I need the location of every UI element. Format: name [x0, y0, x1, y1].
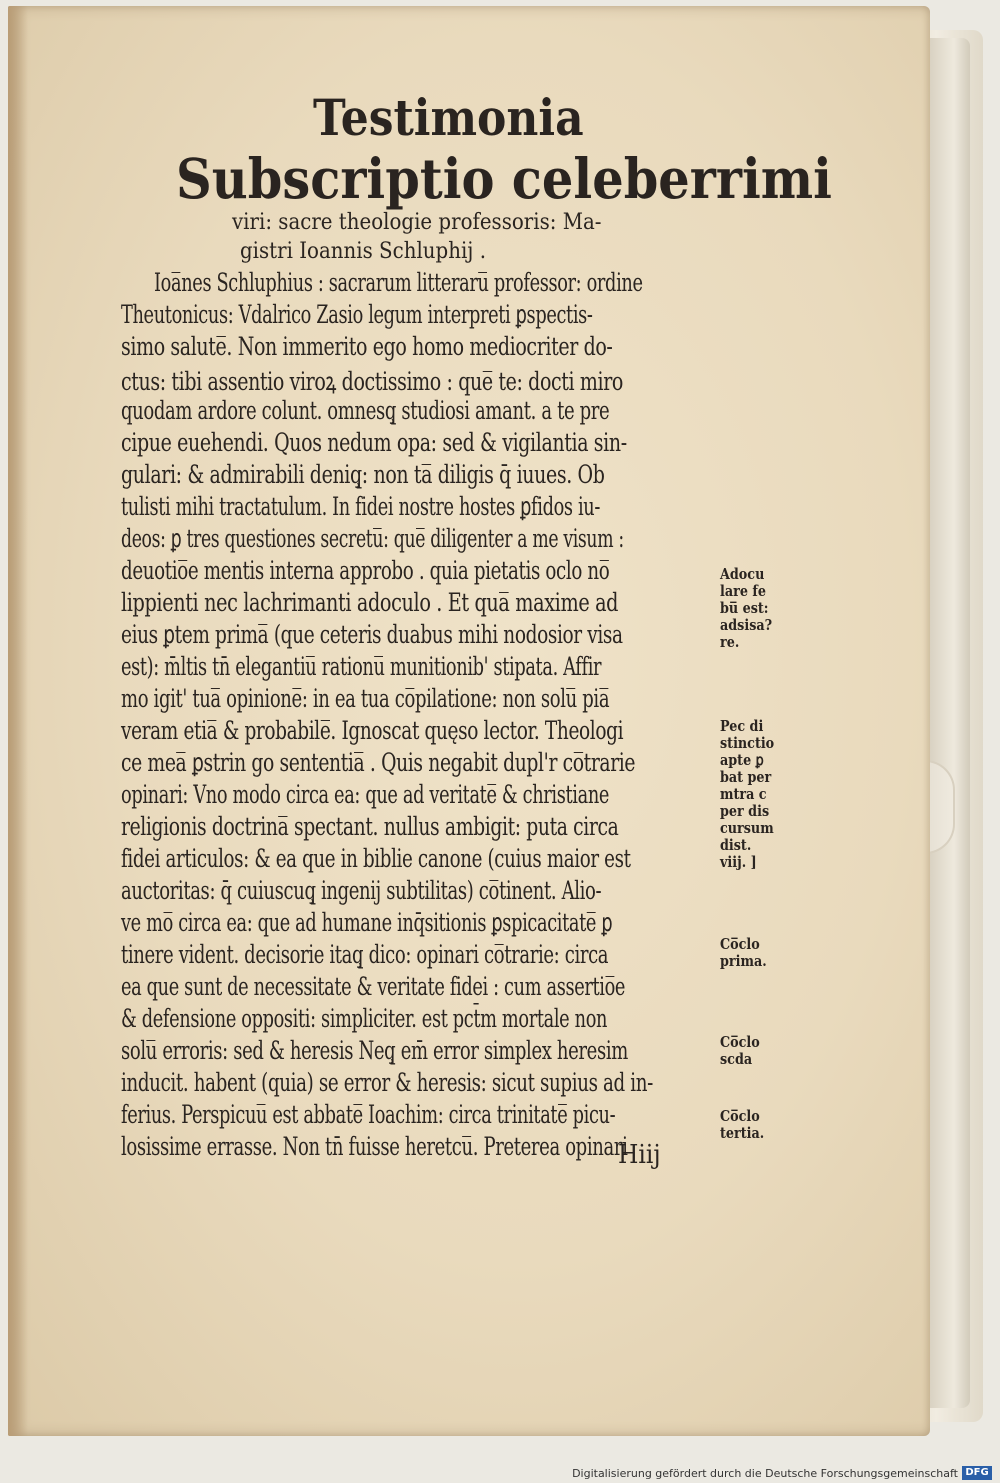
text-line: ea que sunt de necessitate & veritate fidei : cum assertio̅e	[121, 972, 626, 1001]
text-line: losissime errasse. Non tn̄ fuisse heretcu̅. Preterea opinari	[121, 1132, 628, 1161]
text-line: ferius. Perspicuu̅ est abbate̅ Ioachim: circa trinitate̅ picu-	[121, 1100, 616, 1129]
text-line: Theutonicus: Vdalrico Zasio legum interpreti ꝑspectis-	[121, 300, 593, 329]
intro-line: viri: sacre theologie professoris: Ma-	[232, 210, 602, 235]
text-line: tulisti mihi tractatulum. In fidei nostre hostes ꝑfidos iu-	[121, 492, 600, 521]
text-line: ctus: tibi assentio viroꝝ doctissimo : que̅ te: docti miro	[121, 367, 623, 396]
dfg-logo: DFG	[962, 1466, 992, 1480]
funding-credit: Digitalisierung gefördert durch die Deutsche Forschungsgemeinschaft	[572, 1467, 958, 1480]
margin-note: Adocu lare fe bu̅ est: adsisa? re.	[720, 565, 773, 651]
text-line: fidei articulos: & ea que in biblie canone (cuius maior est	[121, 844, 631, 873]
text-line: deuotio̅e mentis interna approbo . quia pietatis oclo no̅	[121, 556, 610, 585]
text-line: Ioa̅nes Schluphius : sacrarum litteraru̅ professor: ordine	[154, 268, 643, 297]
text-line: veram etia̅ & probabile̅. Ignoscat quęso lector. Theologi	[121, 716, 624, 745]
text-line: eius ꝑtem prima̅ (que ceteris duabus mihi nodosior visa	[121, 620, 623, 649]
text-line: mo igit' tua̅ opinione̅: in ea tua co̅pilatione: non solu̅ pia̅	[121, 684, 610, 713]
text-line: simo salute̅. Non immerito ego homo mediocriter do-	[121, 332, 613, 361]
document-page	[8, 6, 930, 1436]
intro-line: gistri Ioannis Schluphij .	[240, 239, 487, 264]
text-line: religionis doctrina̅ spectant. nullus ambigit: puta circa	[121, 812, 619, 841]
signature-mark: Hiij	[618, 1140, 661, 1170]
text-line: est): m̄ltis tn̄ elegantiu̅ rationu̅ munitionib' stipata. Affir	[121, 652, 602, 681]
text-line: deos: ꝑ tres questiones secretu̅: que̅ diligenter a me visum :	[121, 524, 624, 553]
margin-note: Pec di stinctio apte ꝑ bat per mtra c per dis cursum dist. viij. ]	[720, 717, 775, 871]
margin-note: Co̅clo prima.	[720, 935, 767, 970]
book-page-edges	[930, 38, 970, 1408]
text-line: inducit. habent (quia) se error & heresis: sicut supius ad in-	[121, 1068, 653, 1097]
footer-bar	[0, 1463, 1000, 1483]
text-line: ce mea̅ ꝑstrin go sententia̅ . Quis negabit dupl'r co̅trarie	[121, 748, 636, 777]
page-subtitle: Subscriptio celeberrimi	[176, 146, 832, 211]
text-line: quodam ardore colunt. omnesq̧ studiosi amant. a te pre	[121, 396, 610, 425]
text-line: tinere vident. decisorie itaq̧ dico: opinari co̅trarie: circa	[121, 940, 609, 969]
text-line: opinari: Vno modo circa ea: que ad veritate̅ & christiane	[121, 780, 610, 809]
text-line: auctoritas: q̄ cuiuscuq̧ ingenij subtilitas) co̅tinent. Alio-	[121, 876, 602, 905]
text-line: cipue euehendi. Quos nedum opa: sed & vigilantia sin-	[121, 428, 627, 457]
page-title: Testimonia	[313, 88, 584, 147]
margin-note: Co̅clo tertia.	[720, 1107, 765, 1142]
text-line: & defensione oppositi: simpliciter. est pct̄m mortale non	[121, 1004, 608, 1033]
text-line: lippienti nec lachrimanti adoculo . Et qua̅ maxime ad	[121, 588, 619, 617]
text-line: gulari: & admirabili deniq̧: non ta̅ diligis q̄ iuues. Ob	[121, 460, 605, 489]
text-line: ve mo̅ circa ea: que ad humane inq̄sitionis ꝑspicacitate̅ ꝑ	[121, 908, 613, 937]
text-line: solu̅ erroris: sed & heresis Neq̧ em̄ error simplex heresim	[121, 1036, 628, 1065]
margin-note: Co̅clo scda	[720, 1033, 760, 1068]
page-gutter	[8, 6, 28, 1436]
